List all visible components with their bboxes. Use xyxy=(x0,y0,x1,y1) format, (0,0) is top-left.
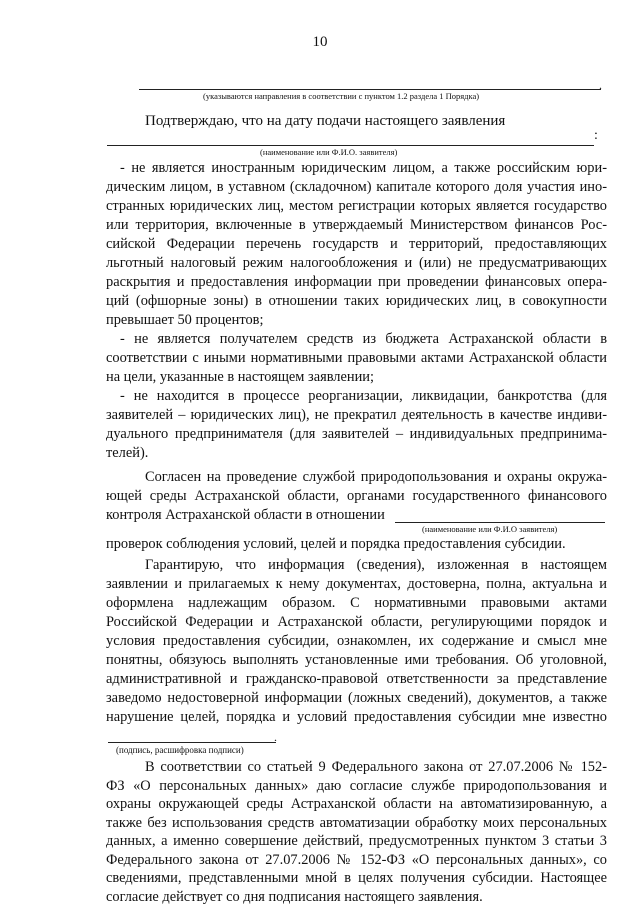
p6-line: данных, а именно совершение действий, предусмотренных пунктом 3 статьи 3 xyxy=(106,833,607,849)
p6-line: также без использования средств автоматизации обработку моих персональных xyxy=(106,814,607,831)
p1-line: - не является иностранным юридическим лицом, а также российским юри- xyxy=(120,160,607,176)
applicant-name-line-1 xyxy=(107,145,594,146)
p6-line: В соответствии со статьей 9 Федерального закона от 27.07.2006 № 152- xyxy=(145,759,607,775)
directions-period: . xyxy=(599,78,602,92)
p1-line: превышает 50 процентов; xyxy=(106,312,264,328)
p6-line: Федерального закона от 27.07.2006 № 152-ФЗ «О персональных данных», со xyxy=(106,851,607,868)
signature-period: . xyxy=(274,730,277,744)
p5-line: Гарантирую, что информация (сведения), изложенная в настоящем xyxy=(145,557,607,573)
p5-line: административной и гражданско-правовой ответственности за представление xyxy=(106,671,607,687)
p2-line: на цели, указанные в настоящем заявлении; xyxy=(106,369,374,385)
p5-line: нарушение целей, порядка и условий предоставления субсидии мне известно xyxy=(106,709,607,725)
p2-line: - не является получателем средств из бюджета Астраханской области в xyxy=(120,331,607,347)
p3-line: дуального предпринимателя (для заявителей – индивидуальных предпринима- xyxy=(106,426,607,442)
p6-line: ФЗ «О персональных данных» даю согласие службе природопользования и xyxy=(106,777,607,794)
p5-line: Российской Федерации и Астраханской области, регулирующими порядок и xyxy=(106,614,607,630)
p4-line: контроля Астраханской области в отношении xyxy=(106,507,385,523)
p1-line: или территория, включенные в утверждаемый Министерством финансов Рос- xyxy=(106,217,607,233)
applicant-name-caption-1: (наименование или Ф.И.О. заявителя) xyxy=(260,147,398,157)
p5-line: оформлена надлежащим образом. С нормативными правовыми актами xyxy=(106,595,607,611)
confirm-heading: Подтверждаю, что на дату подачи настоящего заявления xyxy=(145,113,506,129)
p5-line: заведомо недостоверной информации (ложных сведений), документов, а также xyxy=(106,690,607,706)
page-number: 10 xyxy=(312,34,328,50)
p6-line: согласие действует со дня подписания настоящего заявления. xyxy=(106,888,483,905)
p6-line: охраны окружающей среды Астраханской области на автоматизированную, а xyxy=(106,796,607,812)
p3-line: телей). xyxy=(106,445,149,461)
p1-line: сийской Федерации перечень государств и территорий, предоставляющих xyxy=(106,236,607,252)
p1-line: ций (офшорные зоны) в отношении таких юридических лиц, в совокупности xyxy=(106,293,607,309)
p1-line: раскрытия и предоставления информации при проведении финансовых опера- xyxy=(106,274,607,290)
directions-field-line xyxy=(139,89,601,90)
signature-line xyxy=(108,742,276,743)
p5-line: заявлении и прилагаемых к нему документах, достоверна, полна, актуальна и xyxy=(106,576,607,592)
p5-line: условия предоставления субсидии, ознакомлен, их содержание и смысл мне xyxy=(106,633,607,649)
p1-line: льготный налоговый режим налогообложения и (или) не предусматривающих xyxy=(106,255,607,271)
p3-line: - не находится в процессе реорганизации, ликвидации, банкротства (для xyxy=(120,388,607,404)
confirm-colon: : xyxy=(594,128,598,143)
p2-line: соответствии с иными нормативными правовыми актами Астраханской области xyxy=(106,350,607,366)
p4-line: ющей среды Астраханской области, органами государственного финансового xyxy=(106,488,607,504)
applicant-name-line-2 xyxy=(395,522,605,523)
directions-caption: (указываются направления в соответствии с пунктом 1.2 раздела 1 Порядка) xyxy=(203,91,480,101)
p5-line: понятны, обязуюсь выполнять установленные ими требования. Об уголовной, xyxy=(106,652,607,668)
p4-line: Согласен на проведение службой природопользования и охраны окружа- xyxy=(145,469,607,485)
signature-caption: (подпись, расшифровка подписи) xyxy=(116,745,244,755)
applicant-name-caption-2: (наименование или Ф.И.О заявителя) xyxy=(422,524,558,534)
p4-end: проверок соблюдения условий, целей и порядка предоставления субсидии. xyxy=(106,536,566,552)
p6-line: сведениями, представленными мной в целях получения субсидии. Настоящее xyxy=(106,870,607,886)
p1-line: дическим лицом, в уставном (складочном) капитале которого доля участия ино- xyxy=(106,179,607,195)
p1-line: странных юридических лиц, местом регистрации которых является государство xyxy=(106,198,607,214)
p3-line: заявителей – юридических лиц), не прекратил деятельность в качестве индиви- xyxy=(106,407,607,423)
